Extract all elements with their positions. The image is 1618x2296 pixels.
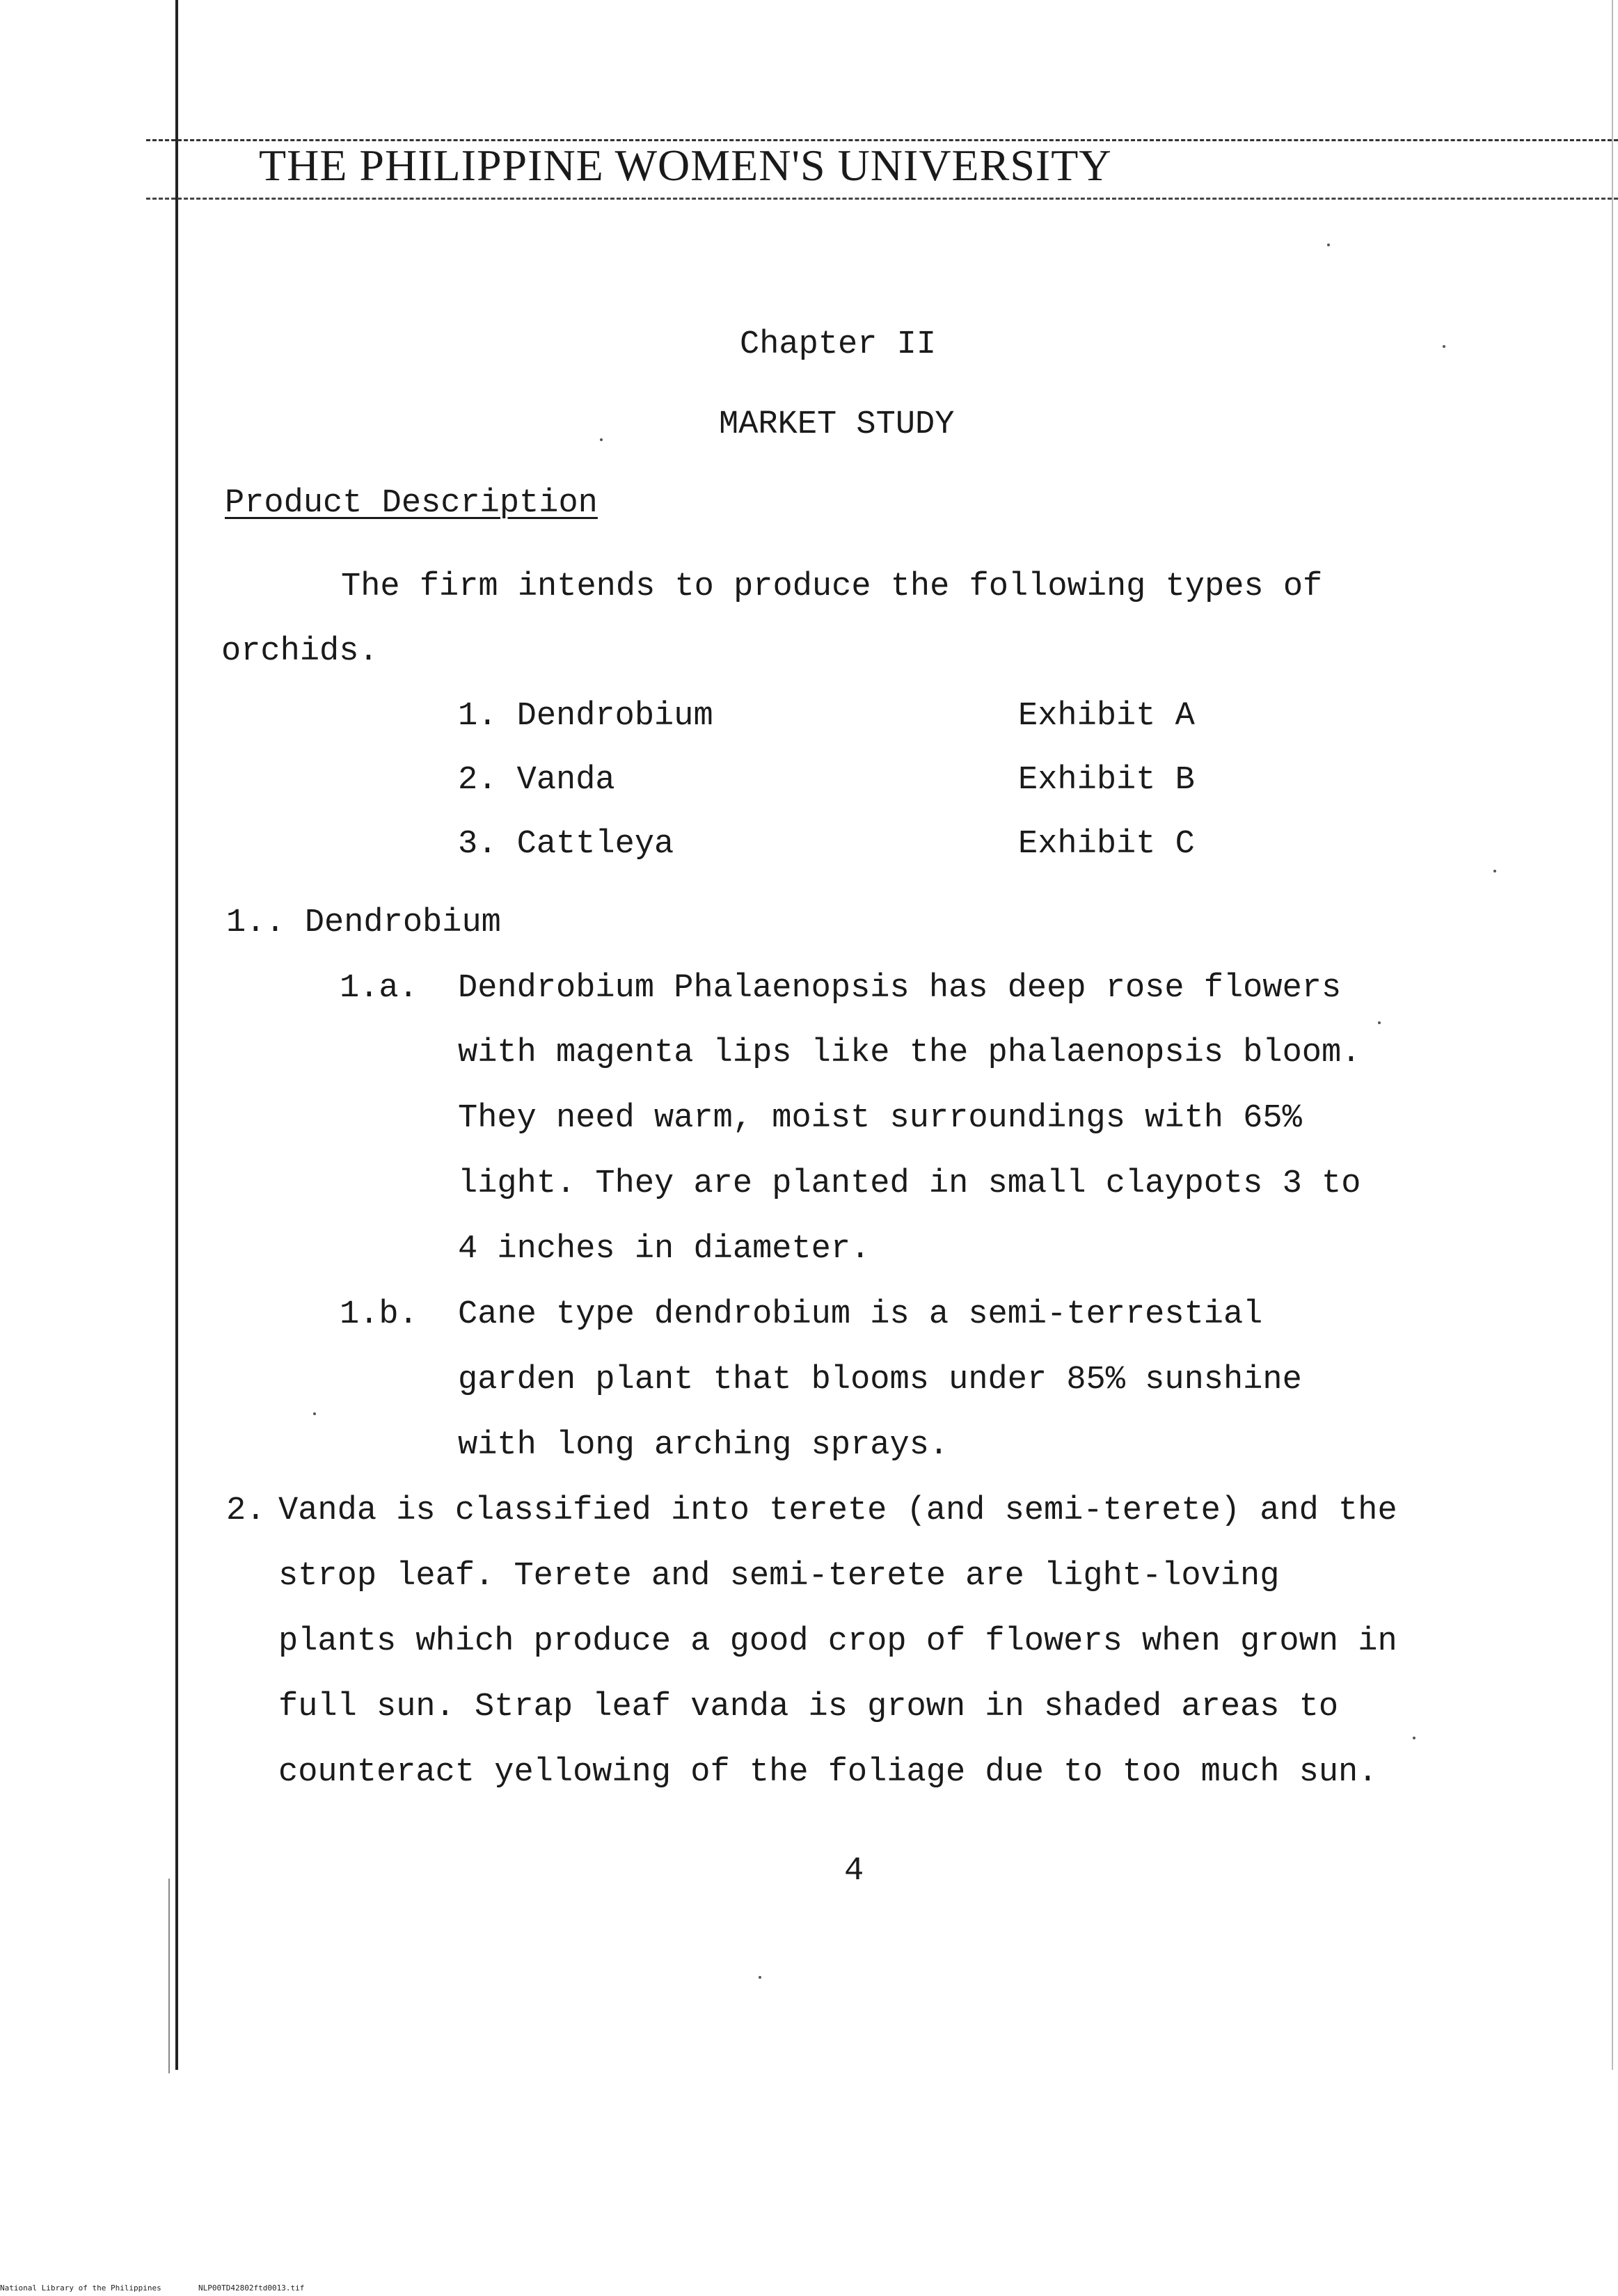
chapter-number: Chapter II — [740, 326, 937, 363]
type-item-exhibit: Exhibit A — [1018, 698, 1195, 735]
paragraph-line: garden plant that blooms under 85% sunshine — [458, 1362, 1302, 1398]
scan-speck — [1327, 244, 1330, 246]
header-rule-bottom — [146, 198, 1618, 200]
scan-speck — [1443, 345, 1445, 348]
scan-speck — [759, 1976, 761, 1979]
paragraph-line: with magenta lips like the phalaenopsis bloom. — [458, 1035, 1361, 1071]
scan-speck — [313, 1412, 316, 1415]
paragraph-line: Dendrobium Phalaenopsis has deep rose flowers — [458, 970, 1342, 1007]
scan-speck — [1493, 870, 1496, 872]
left-margin-rule — [175, 0, 178, 2070]
paragraph-line: Vanda is classified into terete (and semi-terete) and the — [278, 1492, 1397, 1529]
intro-line-1: The firm intends to produce the following types of — [341, 568, 1323, 605]
type-item-label: 1. Dendrobium — [458, 698, 713, 735]
type-item-label: 3. Cattleya — [458, 826, 674, 863]
left-margin-rule-secondary — [168, 1879, 170, 2073]
footer-file: NLP00TD42802ftd0013.tif — [198, 2283, 305, 2293]
type-item-exhibit: Exhibit B — [1018, 762, 1195, 799]
footer-source: National Library of the Philippines — [0, 2283, 161, 2293]
vanda-marker: 2. — [226, 1492, 266, 1529]
scan-speck — [600, 438, 603, 441]
type-item-exhibit: Exhibit C — [1018, 826, 1195, 863]
right-edge-rule — [1612, 0, 1613, 2070]
type-item-label: 2. Vanda — [458, 762, 615, 799]
paragraph-line: with long arching sprays. — [458, 1427, 949, 1464]
paragraph-line: full sun. Strap leaf vanda is grown in shaded areas to — [278, 1689, 1339, 1725]
university-header: THE PHILIPPINE WOMEN'S UNIVERSITY — [259, 141, 1112, 190]
scan-speck — [1413, 1737, 1415, 1739]
paragraph-line: plants which produce a good crop of flowers when grown in — [278, 1623, 1397, 1660]
scan-speck — [1378, 1021, 1381, 1024]
paragraph-line: Cane type dendrobium is a semi-terrestial — [458, 1296, 1263, 1333]
paragraph-line: strop leaf. Terete and semi-terete are light-loving — [278, 1558, 1280, 1595]
paragraph-line: 4 inches in diameter. — [458, 1231, 871, 1268]
dendrobium-b-marker: 1.b. — [340, 1296, 418, 1333]
dendrobium-heading: 1.. Dendrobium — [226, 904, 501, 941]
chapter-title: MARKET STUDY — [719, 406, 955, 443]
scan-footer — [0, 2283, 304, 2293]
intro-line-2: orchids. — [221, 633, 379, 670]
dendrobium-a-marker: 1.a. — [340, 970, 418, 1007]
paragraph-line: light. They are planted in small claypots 3 to — [458, 1165, 1361, 1202]
page-number: 4 — [844, 1853, 864, 1890]
paragraph-line: They need warm, moist surroundings with 65% — [458, 1100, 1302, 1137]
section-heading: Product Description — [225, 485, 598, 522]
paragraph-line: counteract yellowing of the foliage due to too much sun. — [278, 1754, 1378, 1791]
